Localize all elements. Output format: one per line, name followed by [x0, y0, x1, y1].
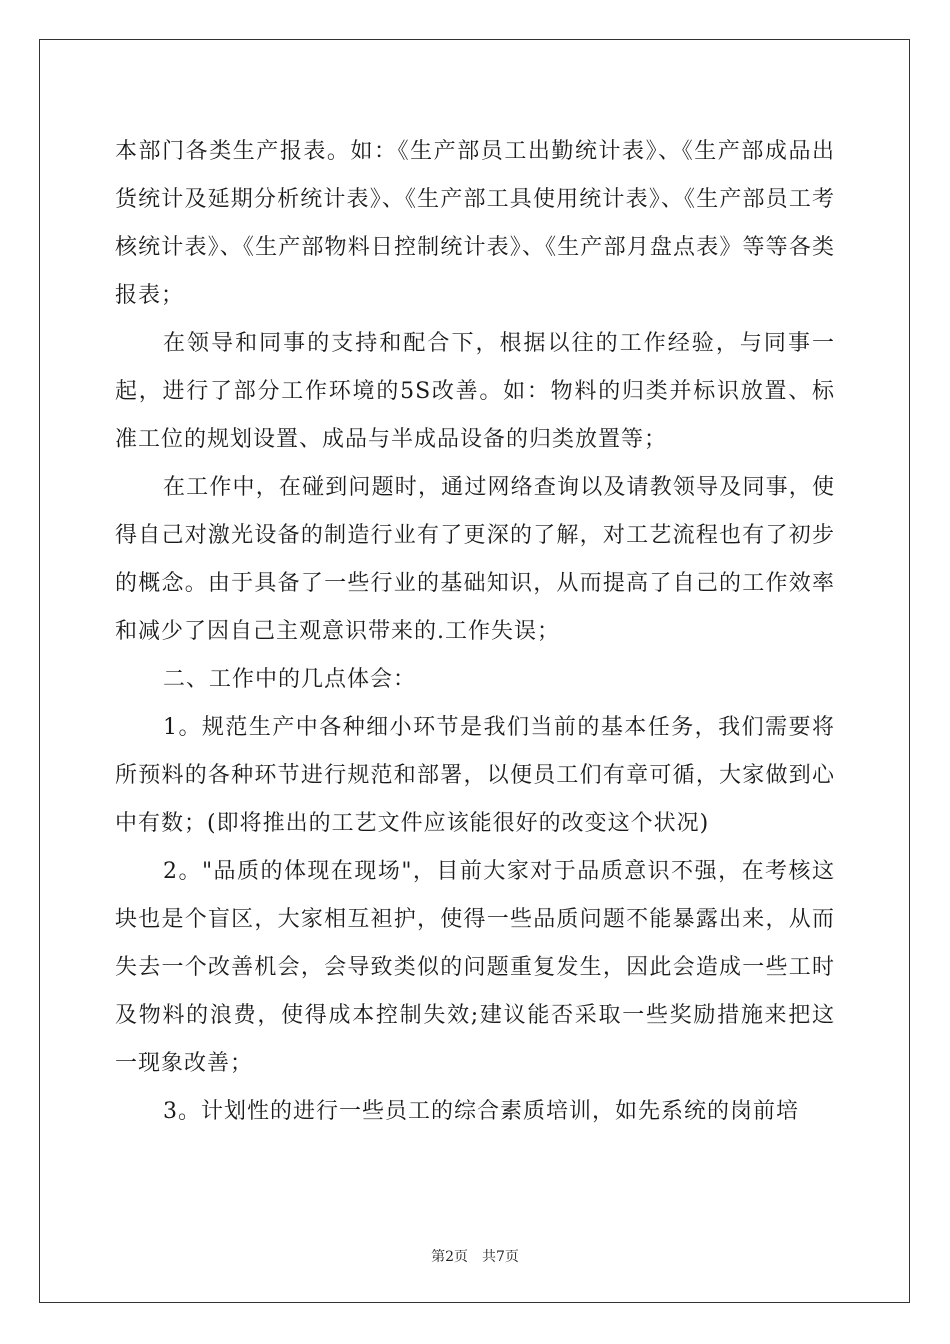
paragraph-item-1: 1。规范生产中各种细小环节是我们当前的基本任务，我们需要将所预料的各种环节进行规范和部署，以便员工们有章可循，大家做到心中有数；(即将推出的工艺文件应该能很好的改变这个状况) [115, 715, 835, 836]
paragraph-3: 在工作中，在碰到问题时，通过网络查询以及请教领导及同事，使得自己对激光设备的制造行业有了更深的了解，对工艺流程也有了初步的概念。由于具备了一些行业的基础知识，从而提高了自己的工作效率和减少了因自己主观意识带来的.工作失误； [115, 475, 835, 644]
document-body [115, 128, 835, 1136]
paragraph-1: 本部门各类生产报表。如：《生产部员工出勤统计表》、《生产部成品出货统计及延期分析统计表》、《生产部工具使用统计表》、《生产部员工考核统计表》、《生产部物料日控制统计表》、《生产部月盘点表》等等各类报表； [115, 139, 835, 308]
paragraph-item-2: 2。"品质的体现在现场"，目前大家对于品质意识不强，在考核这块也是个盲区，大家相互袒护，使得一些品质问题不能暴露出来，从而失去一个改善机会，会导致类似的问题重复发生，因此会造成一些工时及物料的浪费，使得成本控制失效;建议能否采取一些奖励措施来把这一现象改善； [115, 859, 835, 1076]
section-heading: 二、工作中的几点体会： [163, 667, 417, 692]
paragraph-2: 在领导和同事的支持和配合下，根据以往的工作经验，与同事一起，进行了部分工作环境的5S改善。如：物料的归类并标识放置、标准工位的规划设置、成品与半成品设备的归类放置等； [115, 331, 835, 452]
paragraph-item-3: 3。计划性的进行一些员工的综合素质培训，如先系统的岗前培 [163, 1099, 799, 1124]
page-number: 第2页 共7页 [431, 1249, 519, 1265]
